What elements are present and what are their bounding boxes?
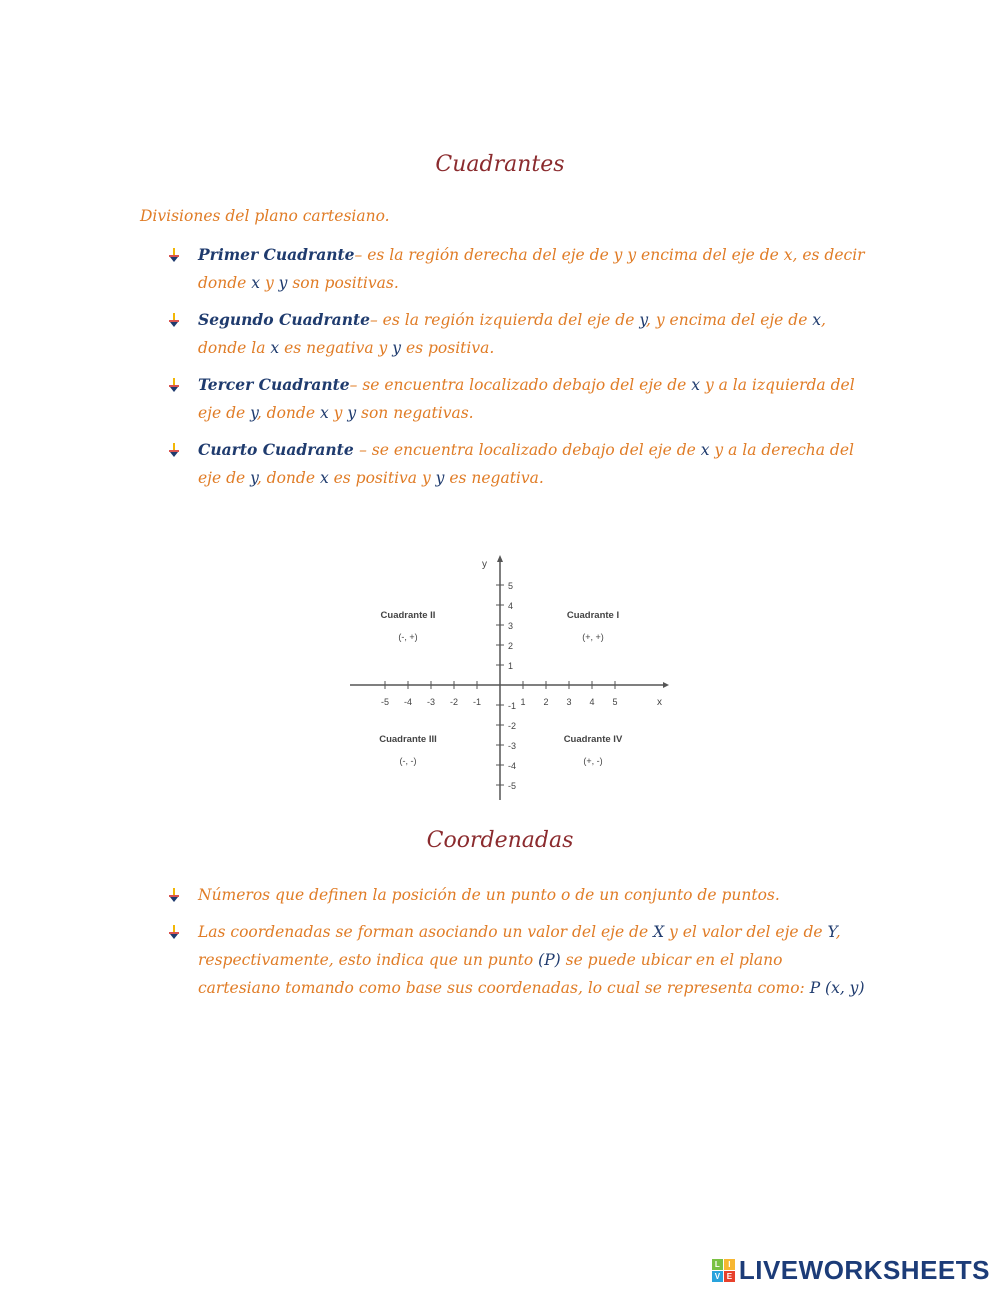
arrow-down-bullet-icon — [168, 925, 180, 939]
svg-text:Cuadrante III: Cuadrante III — [379, 734, 437, 745]
arrow-down-bullet-icon — [168, 378, 180, 392]
body-text: es positiva y — [328, 469, 436, 487]
svg-text:Cuadrante IV: Cuadrante IV — [563, 734, 623, 745]
body-text: y a la izquierda del eje de — [198, 376, 855, 422]
body-text: – se encuentra localizado debajo del eje de — [359, 441, 701, 459]
emphasis-text: x — [251, 274, 261, 292]
body-text: y el valor del eje de — [664, 923, 828, 941]
body-text: y — [328, 404, 348, 422]
emphasis-text: P (x, y) — [809, 979, 865, 997]
svg-text:(+, -): (+, -) — [583, 756, 603, 766]
emphasis-text: X — [653, 923, 665, 941]
list-item — [168, 306, 868, 362]
body-text: , donde — [256, 404, 320, 422]
emphasis-text: x — [700, 441, 710, 459]
quadrant-term: Segundo Cuadrante — [198, 310, 370, 329]
intro-text: Divisiones del plano cartesiano. — [140, 207, 390, 225]
body-text: es positiva. — [401, 339, 495, 357]
svg-text:1: 1 — [508, 661, 514, 671]
emphasis-text: y — [250, 469, 257, 487]
svg-text:-4: -4 — [508, 761, 517, 771]
body-text: – se encuentra localizado debajo del eje de — [349, 376, 692, 394]
svg-text:(-, -): (-, -) — [399, 756, 417, 766]
svg-text:-3: -3 — [426, 697, 436, 707]
list-item — [168, 436, 868, 492]
quadrant-list — [168, 241, 868, 501]
body-text: , respectivamente, esto indica que un punto — [198, 923, 841, 969]
svg-text:-2: -2 — [449, 697, 459, 707]
emphasis-text: x — [270, 339, 280, 357]
brand-name: LIVEWORKSHEETS — [738, 1254, 990, 1285]
quadrant-term: Tercer Cuadrante — [198, 375, 350, 394]
svg-text:5: 5 — [612, 697, 618, 707]
svg-text:4: 4 — [508, 601, 514, 611]
body-text: es negativa. — [444, 469, 544, 487]
emphasis-text: y — [435, 469, 445, 487]
svg-text:-2: -2 — [508, 721, 517, 731]
list-item — [168, 918, 868, 1002]
svg-text:y: y — [482, 559, 487, 570]
emphasis-text: y — [392, 339, 402, 357]
emphasis-text: x — [319, 404, 329, 422]
body-text: , donde — [256, 469, 320, 487]
svg-text:3: 3 — [566, 697, 572, 707]
svg-text:(-, +): (-, +) — [398, 632, 418, 642]
arrow-down-bullet-icon — [168, 888, 180, 902]
body-text: Números que definen la posición de un punto o de un conjunto de puntos. — [198, 886, 780, 904]
coordinates-list — [168, 881, 868, 1011]
body-text: y a la derecha del eje de — [198, 441, 854, 487]
body-text: , y encima del eje de — [646, 311, 813, 329]
list-item — [168, 371, 868, 427]
svg-text:1: 1 — [520, 697, 526, 707]
body-text: es negativa y — [279, 339, 393, 357]
body-text: Las coordenadas se forman asociando un valor del eje de — [198, 923, 654, 941]
emphasis-text: y — [250, 404, 257, 422]
section-title-coordenadas: Coordenadas — [426, 828, 574, 853]
svg-text:Cuadrante I: Cuadrante I — [566, 610, 620, 621]
svg-text:-1: -1 — [472, 697, 482, 707]
svg-text:5: 5 — [508, 581, 514, 591]
svg-text:-5: -5 — [508, 781, 517, 791]
svg-text:4: 4 — [589, 697, 595, 707]
emphasis-text: x — [691, 376, 701, 394]
liveworksheets-logo[interactable] — [712, 1255, 990, 1285]
quadrant-term: Cuarto Cuadrante — [198, 440, 360, 459]
body-text: – es la región derecha del eje de y y encima del eje de x, es decir donde — [198, 246, 865, 292]
emphasis-text: Y — [827, 923, 836, 941]
body-text: – es la región izquierda del eje de — [370, 311, 640, 329]
emphasis-text: (P) — [538, 951, 561, 969]
list-item — [168, 881, 868, 909]
svg-text:Cuadrante II: Cuadrante II — [380, 610, 436, 621]
emphasis-text: x — [319, 469, 329, 487]
svg-text:-3: -3 — [508, 741, 517, 751]
body-text: y — [260, 274, 279, 292]
svg-text:-5: -5 — [380, 697, 390, 707]
emphasis-text: x — [812, 311, 822, 329]
emphasis-text: y — [278, 274, 288, 292]
emphasis-text: y — [347, 404, 357, 422]
body-text: se puede ubicar en el plano cartesiano tomando como base sus coordenadas, lo cual se representa como: — [198, 951, 810, 997]
svg-text:3: 3 — [508, 621, 514, 631]
svg-text:(+, +): (+, +) — [582, 632, 604, 642]
svg-text:2: 2 — [543, 697, 549, 707]
body-text: son negativas. — [356, 404, 474, 422]
logo-icon: L I V E — [712, 1259, 735, 1282]
section-title-cuadrantes: Cuadrantes — [435, 152, 565, 177]
svg-text:2: 2 — [508, 641, 514, 651]
body-text: , donde la — [198, 311, 826, 357]
arrow-down-bullet-icon — [168, 248, 180, 262]
arrow-down-bullet-icon — [168, 443, 180, 457]
list-item — [168, 241, 868, 297]
cartesian-plane-diagram — [345, 550, 675, 805]
body-text: son positivas. — [287, 274, 399, 292]
quadrant-term: Primer Cuadrante — [198, 245, 355, 264]
arrow-down-bullet-icon — [168, 313, 180, 327]
emphasis-text: y — [639, 311, 647, 329]
svg-text:-4: -4 — [403, 697, 413, 707]
svg-text:-1: -1 — [508, 701, 517, 711]
svg-text:x: x — [657, 697, 662, 708]
